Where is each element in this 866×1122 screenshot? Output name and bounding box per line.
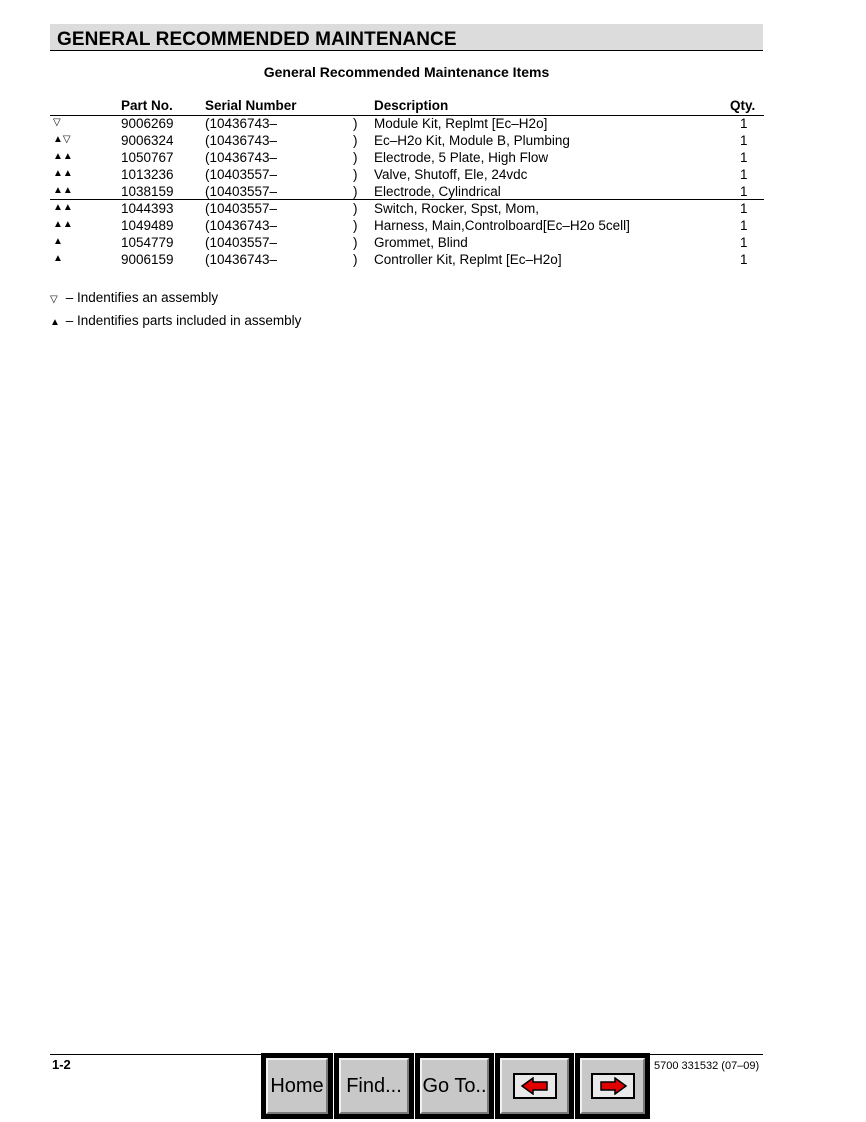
description: Electrode, Cylindrical [374,184,501,199]
serial-number: (10436743– [205,116,278,131]
quantity: 1 [740,150,748,165]
serial-close: ) [353,218,358,233]
description: Module Kit, Replmt [Ec–H2o] [374,116,548,131]
serial-number: (10436743– [205,150,278,165]
quantity: 1 [740,218,748,233]
table-row [50,167,764,184]
legend-included-text: – Indentifies parts included in assembly [65,313,302,328]
part-number: 1049489 [121,218,174,233]
table-row [50,235,764,252]
quantity: 1 [740,252,748,267]
goto-button-face: Go To.. [420,1058,489,1114]
description: Grommet, Blind [374,235,468,250]
serial-close: ) [353,201,358,216]
goto-button[interactable] [415,1053,494,1119]
assembly-symbol: ▲▲ [53,168,73,179]
serial-close: ) [353,150,358,165]
assembly-symbol: ▽ [53,117,61,128]
serial-number: (10403557– [205,201,278,216]
serial-close: ) [353,167,358,182]
footer-rule-left [50,1054,262,1055]
header-serial-number: Serial Number [205,98,297,113]
table-row [50,133,764,150]
table-row [50,116,764,133]
assembly-symbol: ▲ [53,236,63,247]
home-button-face: Home [266,1058,328,1114]
serial-number: (10403557– [205,184,278,199]
description: Switch, Rocker, Spst, Mom, [374,201,540,216]
part-number: 1013236 [121,167,174,182]
serial-close: ) [353,184,358,199]
assembly-symbol: ▲▽ [53,134,71,145]
quantity: 1 [740,133,748,148]
table-row [50,150,764,167]
previous-page-button[interactable] [495,1053,574,1119]
footer-rule-right [650,1054,763,1055]
serial-close: ) [353,116,358,131]
serial-number: (10436743– [205,218,278,233]
serial-close: ) [353,252,358,267]
serial-close: ) [353,133,358,148]
description: Harness, Main,Controlboard[Ec–H2o 5cell] [374,218,630,233]
next-page-button[interactable] [575,1053,650,1119]
left-arrow-icon [513,1073,557,1099]
assembly-symbol: ▲▲ [53,202,73,213]
quantity: 1 [740,167,748,182]
part-number: 1044393 [121,201,174,216]
assembly-symbol: ▲▲ [53,219,73,230]
assembly-symbol: ▲▲ [53,151,73,162]
right-arrow-icon [591,1073,635,1099]
home-button[interactable] [261,1053,333,1119]
serial-number: (10436743– [205,252,278,267]
included-triangle-icon: ▲ [50,317,60,328]
part-number: 1054779 [121,235,174,250]
description: Electrode, 5 Plate, High Flow [374,150,549,165]
table-row [50,252,764,269]
document-id: 5700 331532 (07–09) [654,1060,760,1072]
page-title-bar [50,24,763,51]
part-number: 1038159 [121,184,174,199]
page-title: GENERAL RECOMMENDED MAINTENANCE [57,29,457,50]
part-number: 1050767 [121,150,174,165]
assembly-symbol: ▲ [53,253,63,264]
find-button-face: Find... [339,1058,409,1114]
legend-included [50,313,301,328]
part-number: 9006324 [121,133,174,148]
table-row [50,184,764,201]
quantity: 1 [740,235,748,250]
description: Ec–H2o Kit, Module B, Plumbing [374,133,570,148]
header-part-no: Part No. [121,98,173,113]
find-button[interactable] [334,1053,414,1119]
table-subtitle: General Recommended Maintenance Items [263,64,550,80]
quantity: 1 [740,116,748,131]
quantity: 1 [740,184,748,199]
legend-assembly [50,290,218,305]
part-number: 9006269 [121,116,174,131]
assembly-symbol: ▲▲ [53,185,73,196]
serial-number: (10403557– [205,167,278,182]
part-number: 9006159 [121,252,174,267]
legend-assembly-text: – Indentifies an assembly [65,290,219,305]
header-qty: Qty. [730,98,756,113]
page-number: 1-2 [52,1057,71,1072]
table-row [50,218,764,235]
header-description: Description [374,98,449,113]
serial-number: (10403557– [205,235,278,250]
description: Controller Kit, Replmt [Ec–H2o] [374,252,562,267]
assembly-triangle-icon: ▽ [50,294,58,305]
description: Valve, Shutoff, Ele, 24vdc [374,167,528,182]
serial-number: (10436743– [205,133,278,148]
quantity: 1 [740,201,748,216]
table-row [50,201,764,218]
serial-close: ) [353,235,358,250]
